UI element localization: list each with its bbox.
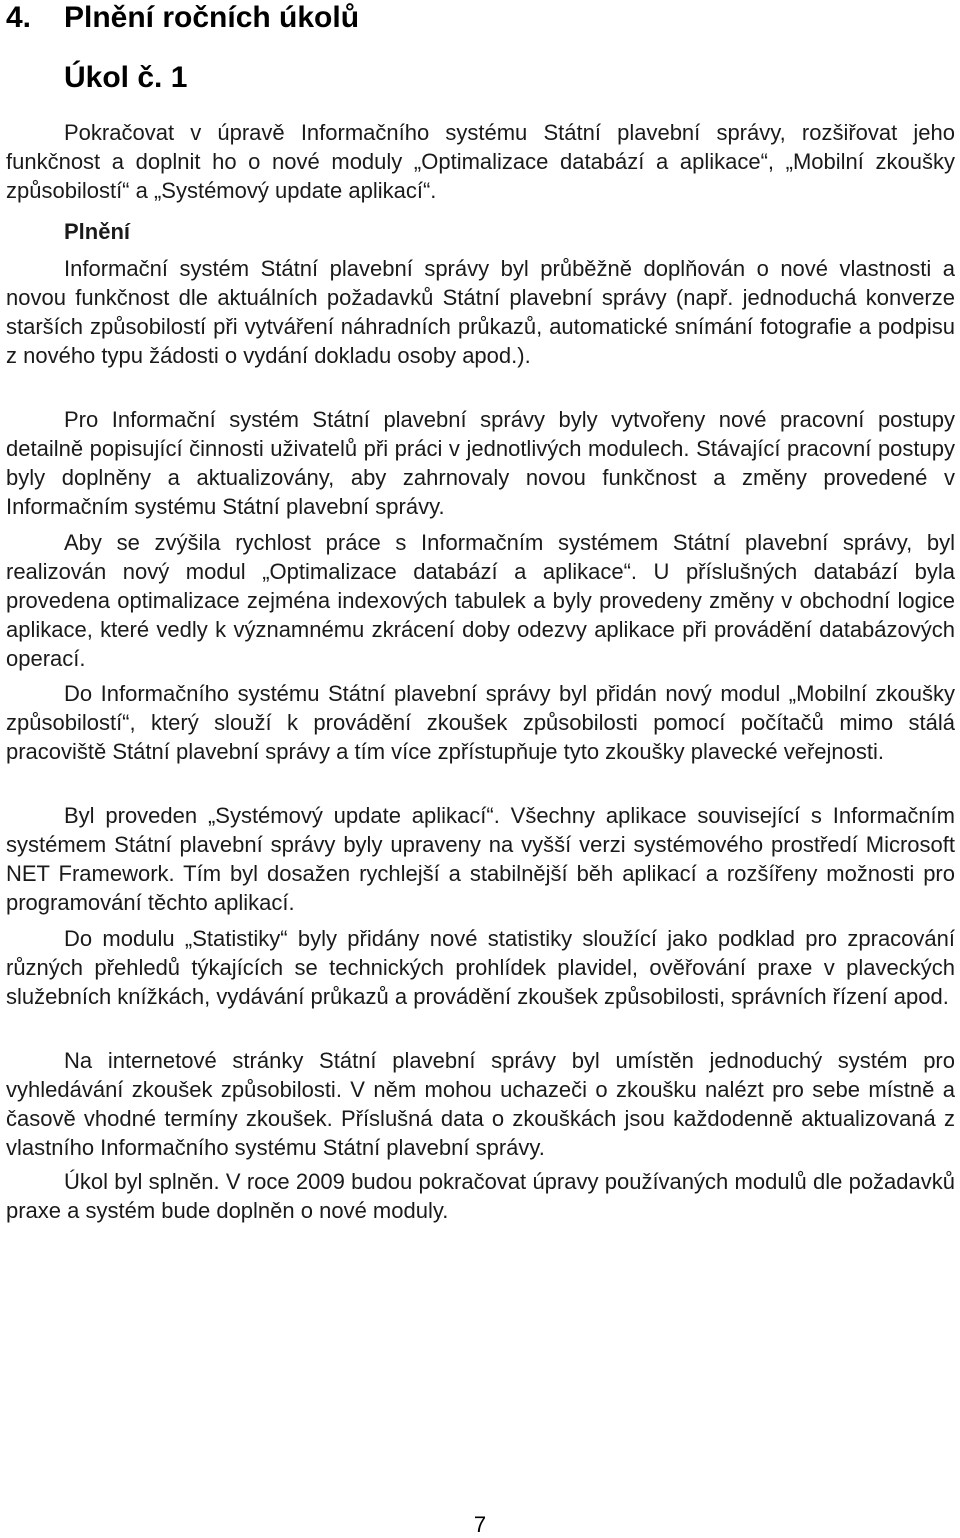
section-title: Plnění ročních úkolů <box>64 1 360 34</box>
paragraph-4: Do Informačního systému Státní plavební správy byl přidán nový modul „Mobilní zkoušky způsobilostí“, který slouží k provádění zkoušek způsobilosti pomocí počítačů mimo stálá pracoviště Státní plavební správy a tím více zpřístupňuje tyto zkoušky plavecké veřejnosti. <box>6 681 955 764</box>
paragraph-2: Pro Informační systém Státní plavební správy byly vytvořeny nové pracovní postupy detailně popisující činnosti uživatelů při práci v jednotlivých modulech. Stávající pracovní postupy byly doplněny a aktualizovány, aby zahrnovaly novou funkčnost a změny provedené v Informačním systému Státní plavební správy. <box>6 407 955 519</box>
section-heading <box>6 0 359 36</box>
page-number: 7 <box>473 1512 487 1537</box>
fulfillment-label: Plnění <box>64 219 131 244</box>
paragraph-3: Aby se zvýšila rychlost práce s Informačním systémem Státní plavební správy, byl realizován nový modul „Optimalizace databází a aplikace“. U příslušných databází byla provedena optimalizace zejména indexových tabulek a byly provedeny změny v obchodní logice aplikace, které vedly k významnému zkrácení doby odezvy aplikace při provádění databázových operací. <box>6 530 955 671</box>
paragraph-6: Do modulu „Statistiky“ byly přidány nové statistiky sloužící jako podklad pro zpracování různých přehledů týkajících se technických prohlídek plavidel, ověřování praxe v plaveckých služebních knížkách, vydávání průkazů a provádění zkoušek způsobilosti, správních řízení apod. <box>6 926 955 1009</box>
section-number: 4. <box>6 1 32 34</box>
paragraph-8: Úkol byl splněn. V roce 2009 budou pokračovat úpravy používaných modulů dle požadavků praxe a systém bude doplněn o nové moduly. <box>6 1169 955 1223</box>
paragraph-7: Na internetové stránky Státní plavební správy byl umístěn jednoduchý systém pro vyhledávání zkoušek způsobilosti. V něm mohou uchazeči o zkoušku nalézt pro sebe místně a časově vhodné termíny zkoušek. Příslušná data o zkouškách jsou každodenně aktualizovaná z vlastního Informačního systému Státní plavební správy. <box>6 1048 955 1160</box>
task-title: Úkol č. 1 <box>64 61 188 94</box>
paragraph-5: Byl proveden „Systémový update aplikací“. Všechny aplikace související s Informačním systémem Státní plavební správy byly upraveny na vyšší verzi systémového prostředí Microsoft NET Framework. Tím byl dosažen rychlejší a stabilnější běh aplikací a rozšířeny možnosti pro programování těchto aplikací. <box>6 803 955 915</box>
task-description: Pokračovat v úpravě Informačního systému Státní plavební správy, rozšiřovat jeho funkčnost a doplnit ho o nové moduly „Optimalizace databází a aplikace“, „Mobilní zkoušky způsobilostí“ a „Systémový update aplikací“. <box>6 120 955 203</box>
paragraph-1: Informační systém Státní plavební správy byl průběžně doplňován o nové vlastnosti a novou funkčnost dle aktuálních požadavků Státní plavební správy (např. jednoduchá konverze starších způsobilostí při vytváření náhradních průkazů, automatické snímání fotografie a podpisu z nového typu žádosti o vydání dokladu osoby apod.). <box>6 256 955 368</box>
